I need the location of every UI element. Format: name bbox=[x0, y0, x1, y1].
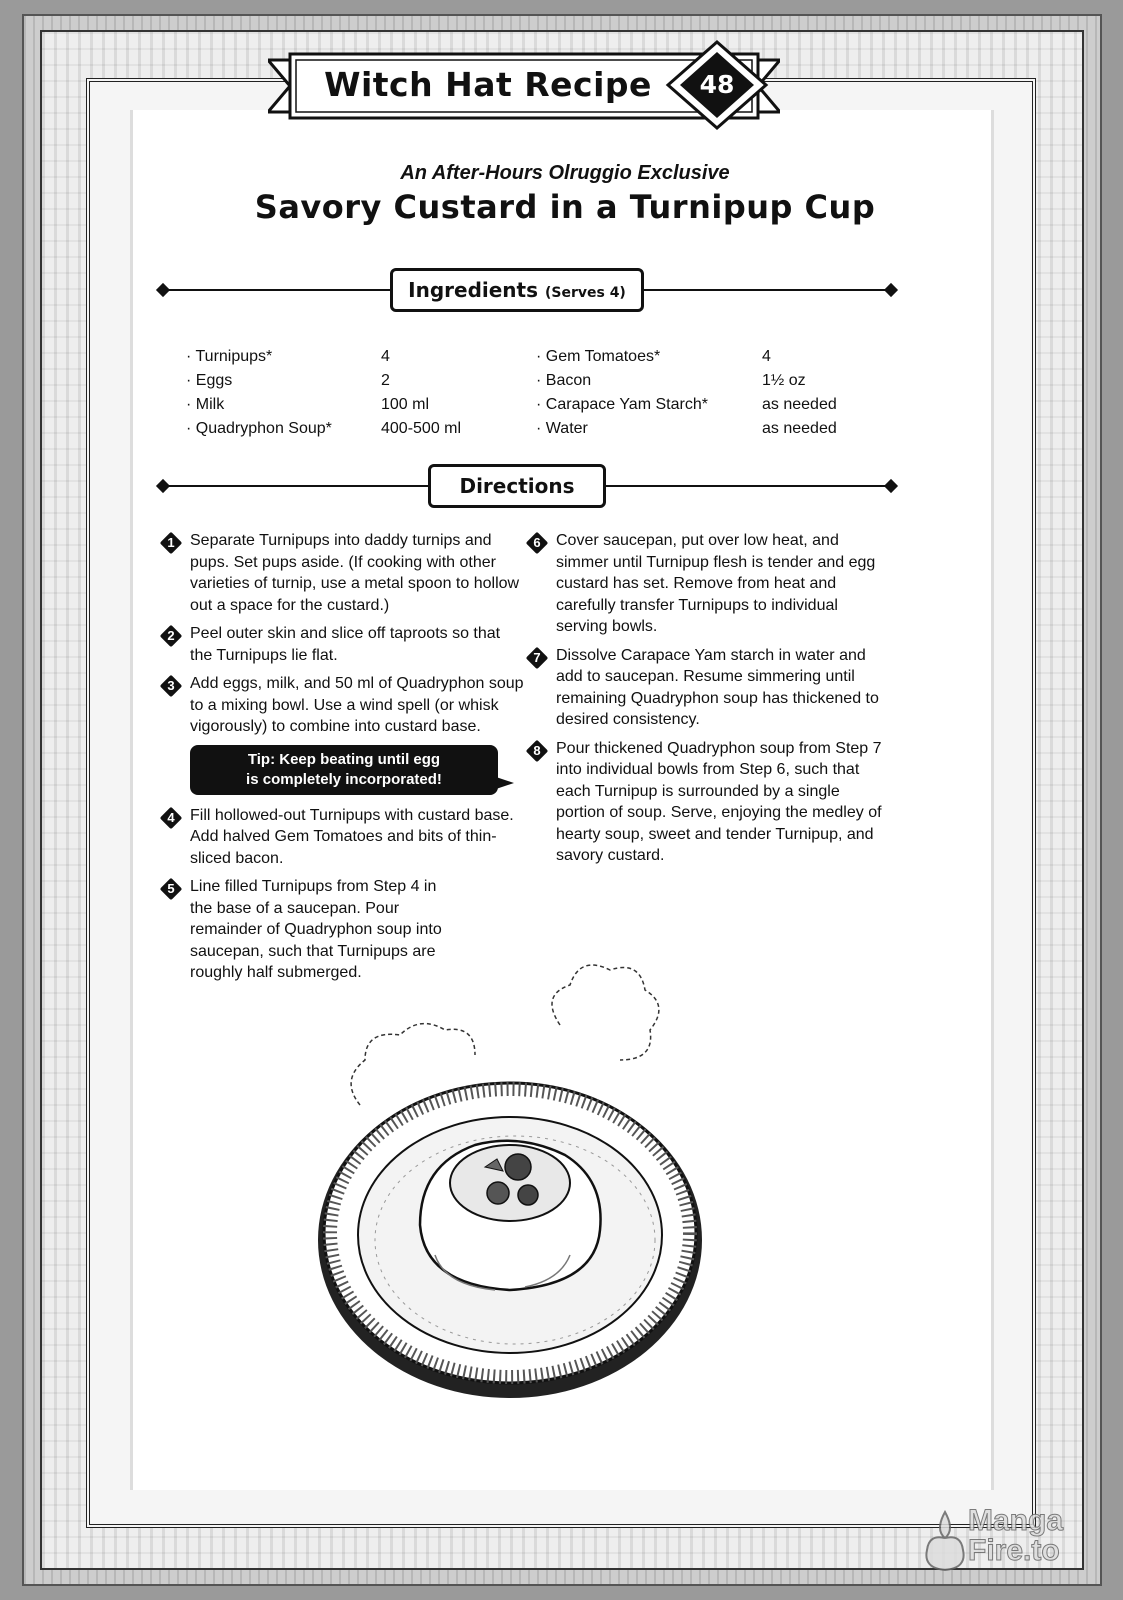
ingredient-list-right bbox=[536, 345, 912, 441]
step-text: Line filled Turnipups from Step 4 in the base of a saucepan. Pour remainder of Quadryphon soup into saucepan, such that Turnipups are roughly half submerged. bbox=[190, 878, 442, 981]
step-number-marker: 6 bbox=[526, 532, 548, 554]
ingredient-row: · Water as needed bbox=[536, 417, 912, 441]
watermark-line-2: Fire.to bbox=[968, 1534, 1060, 1567]
banner-title: Witch Hat Recipe bbox=[324, 65, 652, 104]
step-number-marker: 1 bbox=[160, 532, 182, 554]
ingredients-header bbox=[158, 268, 896, 312]
tip-line-2: is completely incorporated! bbox=[246, 770, 442, 788]
step-text: Cover saucepan, put over low heat, and simmer until Turnipup flesh is tender and egg custard has set. Remove from heat and carefully transfer Turnipups to individual serving bowls. bbox=[556, 532, 876, 635]
step-number-marker: 5 bbox=[160, 878, 182, 900]
ingredient-name: Gem Tomatoes* bbox=[545, 348, 661, 365]
ingredient-name: Turnipups* bbox=[195, 348, 273, 365]
direction-step bbox=[522, 530, 892, 638]
ingredient-name: Water bbox=[545, 420, 588, 437]
step-number-marker: 4 bbox=[160, 807, 182, 829]
ingredient-qty: 400-500 ml bbox=[381, 420, 462, 437]
ingredient-row: · Bacon 1½ oz bbox=[536, 369, 912, 393]
direction-step bbox=[156, 623, 526, 666]
ingredient-qty: 2 bbox=[381, 372, 390, 389]
flame-icon bbox=[920, 1510, 970, 1572]
ingredient-row: · Gem Tomatoes* 4 bbox=[536, 345, 912, 369]
step-text: Fill hollowed-out Turnipups with custard base. Add halved Gem Tomatoes and bits of thin-sliced bacon. bbox=[190, 806, 514, 867]
ingredient-qty: as needed bbox=[762, 396, 837, 413]
watermark bbox=[920, 1500, 1090, 1580]
ingredient-row: · Carapace Yam Starch* as needed bbox=[536, 393, 912, 417]
watermark-line-1: Manga bbox=[968, 1504, 1064, 1537]
step-number-marker: 7 bbox=[526, 647, 548, 669]
ingredient-row: · Turnipups* 4 bbox=[186, 345, 531, 369]
ingredient-qty: 1½ oz bbox=[762, 372, 806, 389]
step-text: Pour thickened Quadryphon soup from Step 7 into individual bowls from Step 6, such that each Turnipup is surrounded by a single portion of soup. Serve, enjoying the medley of hearty soup, sweet and tender Turnipup, and savory custard. bbox=[556, 739, 882, 864]
step-text: Add eggs, milk, and 50 ml of Quadryphon soup to a mixing bowl. Use a wind spell (or whisk vigorously) to combine into custard base. bbox=[190, 675, 524, 735]
direction-step bbox=[522, 645, 892, 731]
ingredient-row: · Quadryphon Soup* 400-500 ml bbox=[186, 417, 531, 441]
recipe-subtitle: An After-Hours Olruggio Exclusive bbox=[400, 162, 730, 184]
ingredient-qty: 100 ml bbox=[381, 396, 430, 413]
step-number-marker: 2 bbox=[160, 625, 182, 647]
tip-bubble bbox=[190, 745, 498, 795]
turnip-bowl-illustration bbox=[300, 955, 720, 1415]
serves-label: (Serves 4) bbox=[544, 285, 626, 301]
step-number-marker: 8 bbox=[526, 740, 548, 762]
directions-header bbox=[158, 464, 896, 508]
ingredient-name: Quadryphon Soup* bbox=[195, 420, 332, 437]
step-number-marker: 3 bbox=[160, 675, 182, 697]
ingredients-label-box bbox=[390, 268, 644, 312]
recipe-number: 48 bbox=[699, 70, 735, 99]
ingredient-list-left bbox=[186, 345, 531, 441]
ingredient-name: Milk bbox=[195, 396, 225, 413]
ingredient-qty: 4 bbox=[381, 348, 390, 365]
directions-label: Directions bbox=[428, 464, 606, 508]
tip-line-1: Tip: Keep beating until egg bbox=[247, 750, 441, 768]
ingredient-qty: 4 bbox=[762, 348, 771, 365]
step-text: Peel outer skin and slice off taproots so that the Turnipups lie flat. bbox=[190, 625, 501, 664]
ingredient-name: Carapace Yam Starch* bbox=[545, 396, 708, 413]
direction-step bbox=[156, 530, 526, 616]
ingredient-qty: as needed bbox=[762, 420, 837, 437]
directions-left-column bbox=[156, 530, 526, 991]
ingredient-name: Eggs bbox=[195, 372, 233, 389]
step-text: Separate Turnipups into daddy turnips and pups. Set pups aside. (If cooking with other varieties of turnip, use a metal spoon to hollow out a space for the custard.) bbox=[190, 532, 520, 614]
ingredient-row: · Eggs 2 bbox=[186, 369, 531, 393]
direction-step bbox=[522, 738, 892, 867]
recipe-title: Savory Custard in a Turnipup Cup bbox=[254, 188, 876, 226]
step-text: Dissolve Carapace Yam starch in water and add to saucepan. Resume simmering until remaining Quadryphon soup has thickened to desired consistency. bbox=[556, 646, 879, 728]
ingredients-label: Ingredients bbox=[408, 278, 539, 302]
ingredient-name: Bacon bbox=[545, 372, 592, 389]
direction-step bbox=[156, 805, 526, 870]
directions-right-column bbox=[522, 530, 892, 874]
direction-step bbox=[156, 673, 526, 738]
ingredient-row: · Milk 100 ml bbox=[186, 393, 531, 417]
